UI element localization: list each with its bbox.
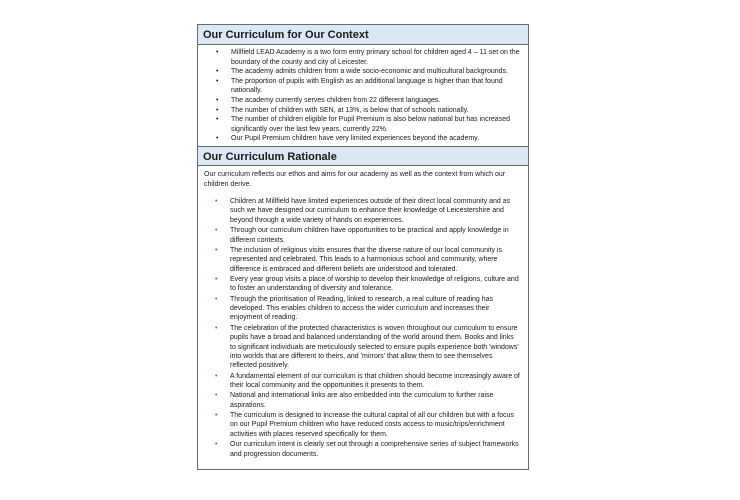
context-list-item (204, 48, 522, 67)
rationale-list-item (206, 226, 520, 245)
rationale-intro: Our curriculum reflects our ethos and aims for our academy as well as the context from which our children derive. (204, 170, 506, 188)
rationale-list-item (206, 411, 520, 439)
rationale-item-text: Every year group visits a place of worship to develop their knowledge of religions, culture and to foster an understanding of diversity and tolerance. (230, 276, 519, 293)
bullet-icon: • (215, 276, 218, 284)
rationale-list-item (206, 295, 520, 323)
rationale-list-item (206, 391, 520, 410)
bullet-icon: • (215, 412, 218, 420)
rationale-item-text: The inclusion of religious visits ensures that the diverse nature of our local community is represented and celebrated. This leads to a harmonious school and community, where difference is embraced and different beliefs are understood and tolerated. (230, 246, 502, 273)
rationale-item-text: Through the prioritisation of Reading, linked to research, a real culture of reading has developed. This enables children to access the wider curriculum and increases their enjoyment of reading. (230, 295, 494, 322)
rationale-list-item (206, 197, 520, 225)
context-list-item (204, 115, 522, 134)
context-heading: Our Curriculum for Our Context (198, 25, 528, 45)
context-item-text: The academy currently serves children from 22 different languages. (231, 96, 441, 104)
context-list-item (204, 77, 522, 96)
rationale-list-item (206, 275, 520, 294)
bullet-icon: • (216, 68, 219, 76)
rationale-list (198, 195, 528, 459)
context-item-text: Our Pupil Premium children have very limited experiences beyond the academy. (231, 135, 480, 143)
rationale-item-text: Children at Millfield have limited experiences outside of their direct local community and as such we have designed our curriculum to enhance their knowledge of Leicestershire and beyond through a wide variety of hands on experiences. (230, 198, 511, 224)
rationale-item-text: Our curriculum intent is clearly set out through a comprehensive series of subject frameworks and progression documents. (230, 441, 519, 458)
rationale-list-item (206, 372, 520, 391)
context-item-text: The number of children with SEN, at 13%, is below that of schools nationally. (231, 106, 469, 114)
bullet-icon: • (215, 372, 218, 380)
bullet-icon: • (216, 49, 219, 56)
rationale-item-text: The celebration of the protected characteristics is woven throughout our curriculum to ensure pupils have a broad and balanced understanding of the world around them. Books and links to significant individuals are meticulously selected to ensure pupils experience both 'windows' into worlds that are different to theirs, and 'mirrors' that allow them to see themselves reflected positively. (230, 324, 519, 370)
rationale-item-text: Through our curriculum children have opportunities to be practical and apply knowledge in different contexts. (230, 227, 509, 244)
context-item-text: The proportion of pupils with English as an additional language is higher than that found nationally. (231, 77, 503, 95)
rationale-list-item (206, 324, 520, 370)
bullet-icon: • (215, 392, 218, 400)
context-list-item (204, 106, 522, 116)
bullet-icon: • (215, 295, 218, 303)
bullet-icon: • (216, 135, 219, 143)
bullet-icon: • (215, 246, 218, 254)
context-list-item (204, 134, 522, 144)
bullet-icon: • (216, 96, 219, 104)
bullet-icon: • (216, 77, 219, 85)
context-item-text: Millfield LEAD Academy is a two form entry primary school for children aged 4 – 11 set on the boundary of the county and city of Leicester. (231, 49, 520, 66)
context-list-item (204, 96, 522, 106)
rationale-list-item (206, 246, 520, 274)
rationale-item-text: A fundamental element of our curriculum is that children should become increasingly aware of their local community and the opportunities it presents to them. (230, 372, 520, 389)
rationale-heading: Our Curriculum Rationale (198, 146, 528, 166)
bullet-icon: • (215, 198, 218, 206)
bullet-icon: • (215, 227, 218, 235)
bullet-icon: • (216, 116, 219, 124)
rationale-item-text: National and international links are also embedded into the curriculum to further raise aspirations. (230, 392, 494, 409)
context-list-item (204, 67, 522, 77)
bullet-icon: • (215, 441, 218, 449)
context-list (198, 45, 528, 146)
bullet-icon: • (215, 324, 218, 332)
context-item-text: The academy admits children from a wide socio-economic and multicultural backgrounds. (231, 68, 509, 76)
bullet-icon: • (216, 106, 219, 114)
context-item-text: The number of children eligible for Pupil Premium is also below national but has increased significantly over the last few years, currently 22%. (231, 116, 510, 133)
rationale-item-text: The curriculum is designed to increase the cultural capital of all our children but with a focus on our Pupil Premium children who have reduced costs access to music/trips/enrichment activities with places reserved specifically for them. (230, 412, 515, 438)
rationale-list-item (206, 440, 520, 459)
curriculum-document (197, 24, 529, 470)
